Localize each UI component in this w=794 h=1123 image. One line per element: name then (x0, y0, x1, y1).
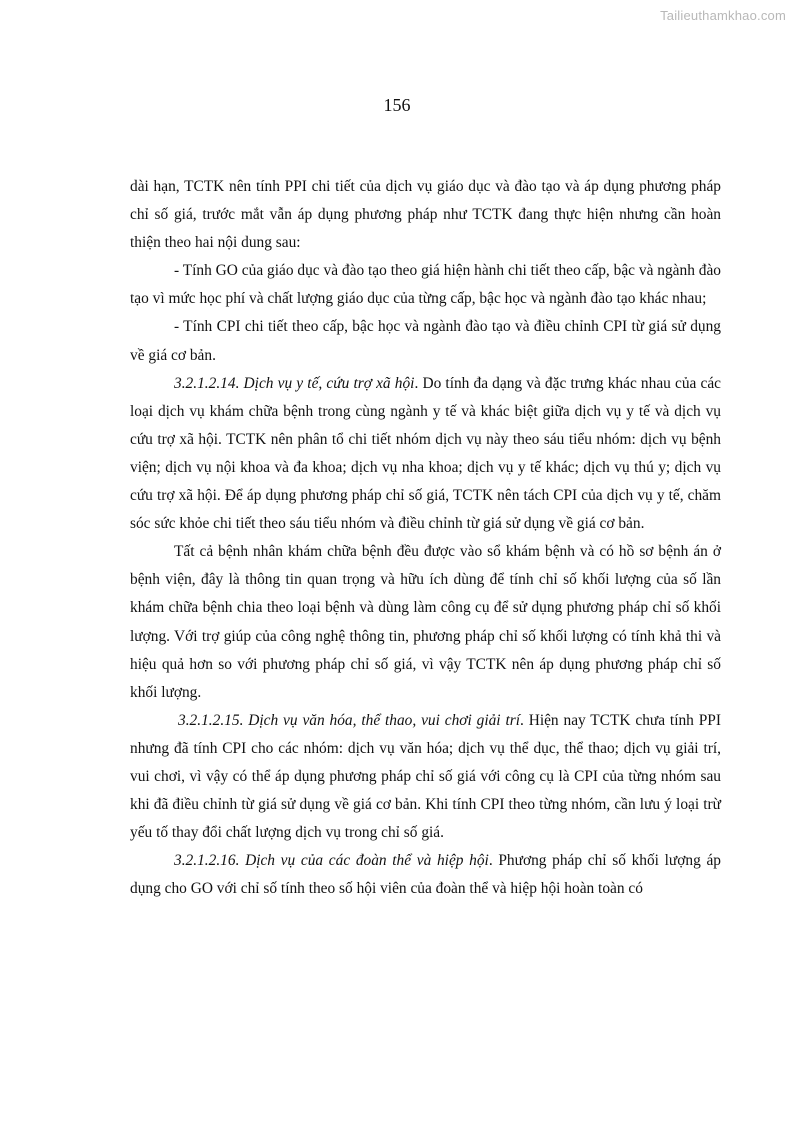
watermark-text: Tailieuthamkhao.com (660, 8, 786, 23)
section-heading-culture: 3.2.1.2.15. Dịch vụ văn hóa, thể thao, vui chơi giải trí (178, 711, 520, 729)
section-heading-associations: 3.2.1.2.16. Dịch vụ của các đoàn thể và hiệp hội (174, 852, 489, 870)
section-heading-health: 3.2.1.2.14. Dịch vụ y tế, cứu trợ xã hội (174, 374, 415, 392)
bullet-paragraph-go: - Tính GO của giáo dục và đào tạo theo giá hiện hành chi tiết theo cấp, bậc và ngành đào tạo vì mức học phí và chất lượng giáo dục của từng cấp, bậc học và ngành đào tạo khác nhau; (130, 262, 721, 308)
section-body-culture: . Hiện nay TCTK chưa tính PPI nhưng đã tính CPI cho các nhóm: dịch vụ văn hóa; dịch vụ thể dục, thể thao; dịch vụ giải trí, vui chơi, vì vậy có thể áp dụng phương pháp chỉ số giá với công cụ là CPI của từng nhóm sau khi đã điều chỉnh từ giá sử dụng về giá cơ bản. Khi tính CPI theo từng nhóm, cần lưu ý loại trừ yếu tố thay đổi chất lượng dịch vụ trong chỉ số giá. (130, 711, 721, 842)
section-paragraph-health (130, 370, 721, 539)
document-body (130, 173, 721, 903)
paragraph-patients: Tất cả bệnh nhân khám chữa bệnh đều được vào sổ khám bệnh và có hồ sơ bệnh án ở bệnh viện, đây là thông tin quan trọng và hữu ích dùng để tính chỉ số khối lượng của số lần khám chữa bệnh chia theo loại bệnh và dùng làm công cụ để sử dụng phương pháp chỉ số khối lượng. Với trợ giúp của công nghệ thông tin, phương pháp chỉ số khối lượng có tính khả thi và hiệu quả hơn so với phương pháp chỉ số giá, vì vậy TCTK nên áp dụng phương pháp chỉ số khối lượng. (130, 543, 721, 701)
paragraph-continuation: dài hạn, TCTK nên tính PPI chi tiết của dịch vụ giáo dục và đào tạo và áp dụng phương pháp chỉ số giá, trước mắt vẫn áp dụng phương pháp như TCTK đang thực hiện nhưng cần hoàn thiện theo hai nội dung sau: (130, 178, 721, 252)
bullet-paragraph-cpi: - Tính CPI chi tiết theo cấp, bậc học và ngành đào tạo và điều chỉnh CPI từ giá sử dụng về giá cơ bản. (130, 318, 721, 364)
section-body-health: . Do tính đa dạng và đặc trưng khác nhau của các loại dịch vụ khám chữa bệnh trong cùng ngành y tế và khác biệt giữa dịch vụ y tế và dịch vụ cứu trợ xã hội. TCTK nên phân tổ chi tiết nhóm dịch vụ này theo sáu tiểu nhóm: dịch vụ bệnh viện; dịch vụ nội khoa và đa khoa; dịch vụ nha khoa; dịch vụ y tế khác; dịch vụ thú y; dịch vụ cứu trợ xã hội. Để áp dụng phương pháp chỉ số giá, TCTK nên tách CPI của dịch vụ y tế, chăm sóc sức khỏe chi tiết theo sáu tiểu nhóm và điều chỉnh từ giá sử dụng về giá cơ bản. (130, 374, 721, 533)
page-number: 156 (383, 95, 411, 115)
section-paragraph-culture (130, 707, 721, 847)
section-paragraph-associations (130, 847, 721, 903)
section-body-associations: . Phương pháp chỉ số khối lượng áp dụng cho GO với chỉ số tính theo số hội viên của đoàn thể và hiệp hội hoàn toàn có (130, 852, 721, 898)
